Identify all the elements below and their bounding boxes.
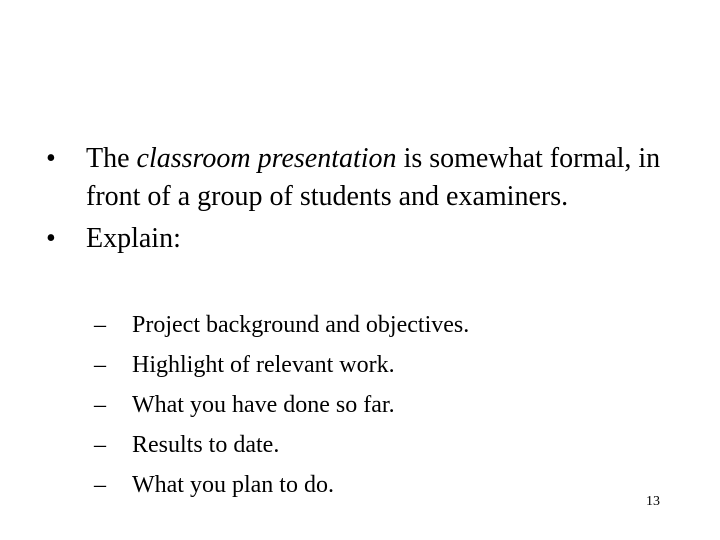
bullet-marker: • [46, 223, 56, 254]
sub-bullet-item [94, 305, 614, 345]
bullet-emphasis: classroom presentation [136, 143, 397, 174]
bullet-list [44, 140, 684, 258]
sub-bullet-list [94, 305, 614, 505]
sub-bullet-text: What you plan to do. [132, 472, 334, 498]
bullet-text [86, 140, 684, 216]
sub-bullet-text: Results to date. [132, 432, 280, 458]
sub-bullet-item [94, 425, 614, 465]
sub-bullet-text: What you have done so far. [132, 392, 395, 418]
dash-marker: – [94, 392, 106, 418]
dash-marker: – [94, 312, 106, 338]
bullet-item-presentation [44, 140, 684, 216]
bullet-text-after: is somewhat formal, in front of a group of students and examiners. [86, 143, 661, 212]
sub-bullet-text: Project background and objectives. [132, 312, 470, 338]
bullet-text: Explain: [86, 223, 181, 254]
sub-bullet-item [94, 465, 614, 505]
dash-marker: – [94, 432, 106, 458]
bullet-marker: • [46, 143, 56, 174]
bullet-text-before: The [86, 143, 137, 174]
dash-marker: – [94, 352, 106, 378]
sub-bullet-item [94, 385, 614, 425]
sub-bullet-item [94, 345, 614, 385]
sub-bullet-text: Highlight of relevant work. [132, 352, 395, 378]
bullet-item-explain [44, 220, 684, 258]
page-number: 13 [646, 494, 660, 509]
dash-marker: – [94, 472, 106, 498]
